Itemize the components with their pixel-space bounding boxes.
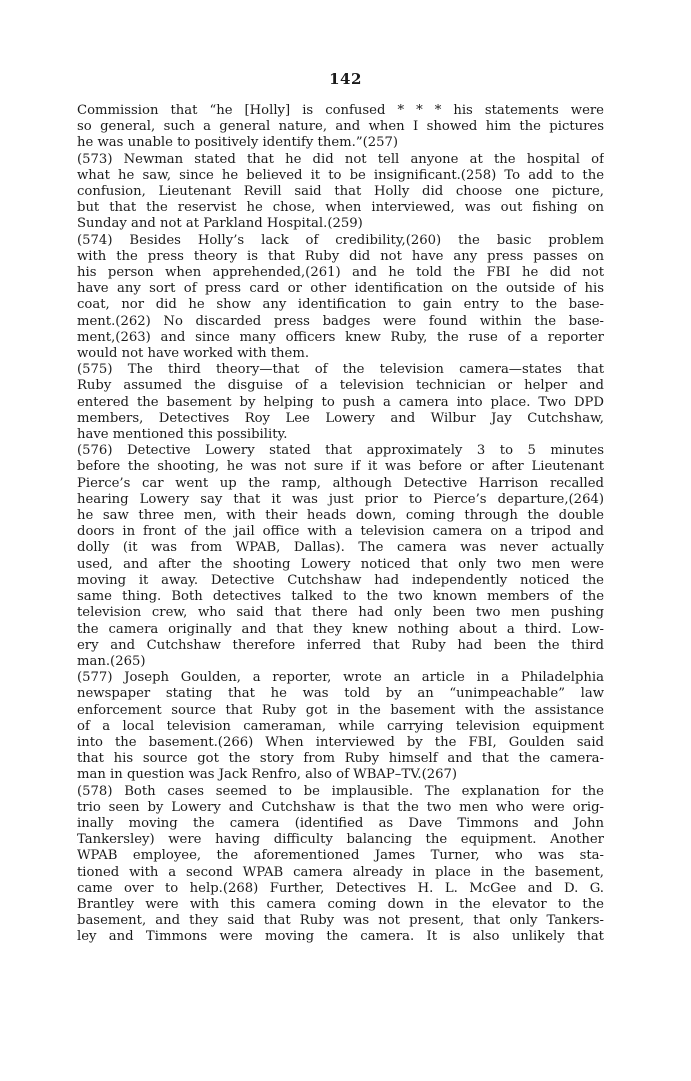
- text-line: ment.(262) No discarded press badges were found within the base-: [77, 313, 604, 329]
- text-line: have mentioned this possibility.: [77, 427, 288, 443]
- text-line: coat, nor did he show any identification to gain entry to the base-: [77, 297, 604, 313]
- text-line: would not have worked with them.: [77, 346, 310, 362]
- text-line: ley and Timmons were moving the camera. It is also unlikely that: [77, 929, 604, 945]
- text-line: enforcement source that Ruby got in the basement with the assistance: [77, 702, 604, 718]
- text-line: dolly (it was from WPAB, Dallas). The camera was never actually: [77, 540, 604, 556]
- text-line: man.(265): [77, 653, 146, 669]
- text-line: came over to help.(268) Further, Detectives H. L. McGee and D. G.: [77, 880, 604, 896]
- text-line: used, and after the shooting Lowery noticed that only two men were: [77, 556, 604, 572]
- text-line: doors in front of the jail office with a television camera on a tripod and: [77, 524, 604, 540]
- text-line: with the press theory is that Ruby did not have any press passes on: [77, 248, 604, 264]
- text-line: Pierce’s car went up the ramp, although Detective Harrison recalled: [77, 475, 604, 491]
- text-line: he saw three men, with their heads down, coming through the double: [77, 508, 604, 524]
- text-line: Commission that “he [Holly] is confused * * * his statements were: [77, 103, 604, 118]
- text-line: what he saw, since he believed it to be insignificant.(258) To add to the: [77, 167, 604, 183]
- text-line: that his source got the story from Ruby himself and that the camera-: [77, 751, 604, 767]
- text-line: ment,(263) and since many officers knew Ruby, the ruse of a reporter: [77, 329, 604, 345]
- text-line: (574) Besides Holly’s lack of credibility,(260) the basic problem: [77, 232, 604, 248]
- text-line: into the basement.(266) When interviewed by the FBI, Goulden said: [77, 734, 604, 750]
- page-number: 142: [329, 70, 362, 88]
- text-line: television crew, who said that there had only been two men pushing: [77, 605, 604, 621]
- text-line: (575) The third theory—that of the television camera—states that: [77, 362, 604, 378]
- text-line: (577) Joseph Goulden, a reporter, wrote an article in a Philadelphia: [77, 670, 604, 686]
- text-line: (573) Newman stated that he did not tell anyone at the hospital of: [77, 151, 604, 167]
- text-line: basement, and they said that Ruby was not present, that only Tankers-: [77, 913, 604, 929]
- text-line: the camera originally and that they knew nothing about a third. Low-: [77, 621, 604, 637]
- text-line: entered the basement by helping to push a camera into place. Two DPD: [77, 394, 604, 410]
- text-line: of a local television cameraman, while carrying television equipment: [77, 718, 604, 734]
- text-line: inally moving the camera (identified as Dave Timmons and John: [77, 815, 604, 831]
- body-text: [77, 103, 604, 946]
- text-line: man in question was Jack Renfro, also of WBAP–TV.(267): [77, 767, 458, 783]
- text-line: same thing. Both detectives talked to the two known members of the: [77, 589, 604, 605]
- text-line: newspaper stating that he was told by an “unimpeachable” law: [77, 686, 604, 702]
- text-line: Brantley were with this camera coming down in the elevator to the: [77, 896, 604, 912]
- text-line: but that the reservist he chose, when interviewed, was out fishing on: [77, 200, 604, 216]
- text-line: so general, such a general nature, and when I showed him the pictures: [77, 119, 604, 135]
- text-line: trio seen by Lowery and Cutchshaw is that the two men who were orig-: [77, 799, 604, 815]
- text-line: confusion, Lieutenant Revill said that Holly did choose one picture,: [77, 184, 604, 200]
- text-line: (578) Both cases seemed to be implausible. The explanation for the: [77, 783, 604, 799]
- text-line: Ruby assumed the disguise of a television technician or helper and: [77, 378, 604, 394]
- text-line: WPAB employee, the aforementioned James Turner, who was sta-: [77, 848, 604, 864]
- text-line: (576) Detective Lowery stated that approximately 3 to 5 minutes: [77, 443, 604, 459]
- text-line: Sunday and not at Parkland Hospital.(259): [77, 216, 363, 232]
- text-line: have any sort of press card or other identification on the outside of his: [77, 281, 604, 297]
- text-line: moving it away. Detective Cutchshaw had independently noticed the: [77, 572, 604, 588]
- text-line: members, Detectives Roy Lee Lowery and Wilbur Jay Cutchshaw,: [77, 410, 604, 426]
- text-line: hearing Lowery say that it was just prior to Pierce’s departure,(264): [77, 491, 604, 507]
- text-line: Tankersley) were having difficulty balancing the equipment. Another: [77, 832, 604, 848]
- text-line: tioned with a second WPAB camera already in place in the basement,: [77, 864, 604, 880]
- text-line: ery and Cutchshaw therefore inferred that Ruby had been the third: [77, 637, 604, 653]
- text-line: before the shooting, he was not sure if it was before or after Lieutenant: [77, 459, 604, 475]
- text-line: his person when apprehended,(261) and he told the FBI he did not: [77, 265, 604, 281]
- text-line: he was unable to positively identify them.”(257): [77, 135, 399, 151]
